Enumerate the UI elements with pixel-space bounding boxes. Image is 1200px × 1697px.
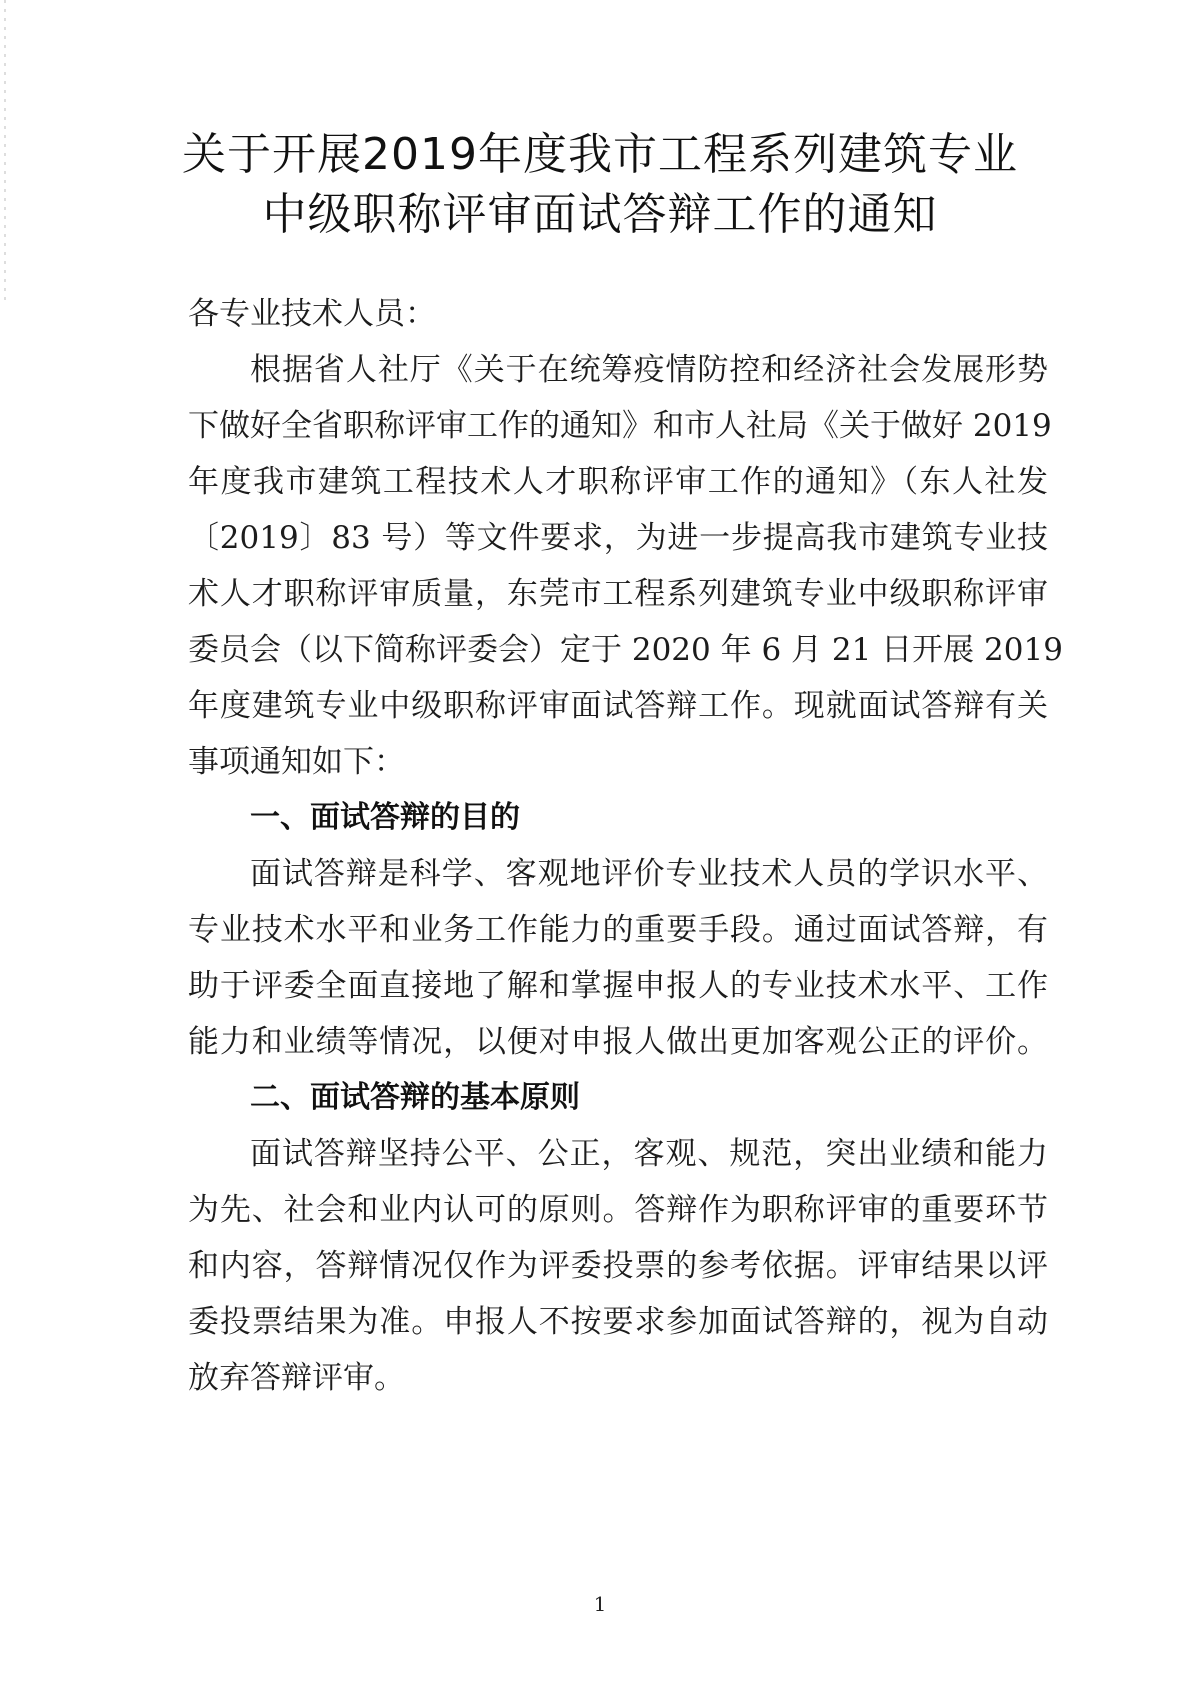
intro-line: 根据省人社厅《关于在统筹疫情防控和经济社会发展形势 bbox=[250, 352, 1048, 388]
intro-line: 年度我市建筑工程技术人才职称评审工作的通知》（东人社发 bbox=[188, 464, 1048, 500]
section-1-heading: 一、面试答辩的目的 bbox=[250, 800, 520, 835]
intro-line: 下做好全省职称评审工作的通知》和市人社局《关于做好 2019 bbox=[188, 408, 1052, 444]
intro-line: 年度建筑专业中级职称评审面试答辩工作。现就面试答辩有关 bbox=[188, 688, 1048, 724]
section-1-line: 专业技术水平和业务工作能力的重要手段。通过面试答辩，有 bbox=[188, 912, 1048, 948]
section-1-line: 助于评委全面直接地了解和掌握申报人的专业技术水平、工作 bbox=[188, 968, 1048, 1004]
section-2-line: 委投票结果为准。申报人不按要求参加面试答辩的，视为自动 bbox=[188, 1304, 1048, 1340]
intro-line: 委员会（以下简称评委会）定于 2020 年 6 月 21 日开展 2019 bbox=[188, 632, 1063, 668]
salutation: 各专业技术人员： bbox=[188, 296, 436, 332]
section-2-line: 面试答辩坚持公平、公正，客观、规范，突出业绩和能力 bbox=[250, 1136, 1048, 1172]
section-2-line: 为先、社会和业内认可的原则。答辩作为职称评审的重要环节 bbox=[188, 1192, 1048, 1228]
section-2-heading: 二、面试答辩的基本原则 bbox=[250, 1080, 580, 1115]
intro-line: 〔2019〕83 号）等文件要求，为进一步提高我市建筑专业技 bbox=[188, 520, 1048, 556]
section-2-line: 放弃答辩评审。 bbox=[188, 1360, 405, 1396]
document-title-line-1: 关于开展2019年度我市工程系列建筑专业 bbox=[182, 129, 1018, 180]
section-2-line: 和内容，答辩情况仅作为评委投票的参考依据。评审结果以评 bbox=[188, 1248, 1048, 1284]
page-number: 1 bbox=[593, 1592, 607, 1616]
section-1-line: 面试答辩是科学、客观地评价专业技术人员的学识水平、 bbox=[250, 856, 1048, 892]
intro-line: 事项通知如下： bbox=[188, 744, 405, 780]
document-title-line-2: 中级职称评审面试答辩工作的通知 bbox=[262, 189, 938, 240]
section-1-line: 能力和业绩等情况，以便对申报人做出更加客观公正的评价。 bbox=[188, 1024, 1048, 1060]
intro-line: 术人才职称评审质量，东莞市工程系列建筑专业中级职称评审 bbox=[188, 576, 1048, 612]
